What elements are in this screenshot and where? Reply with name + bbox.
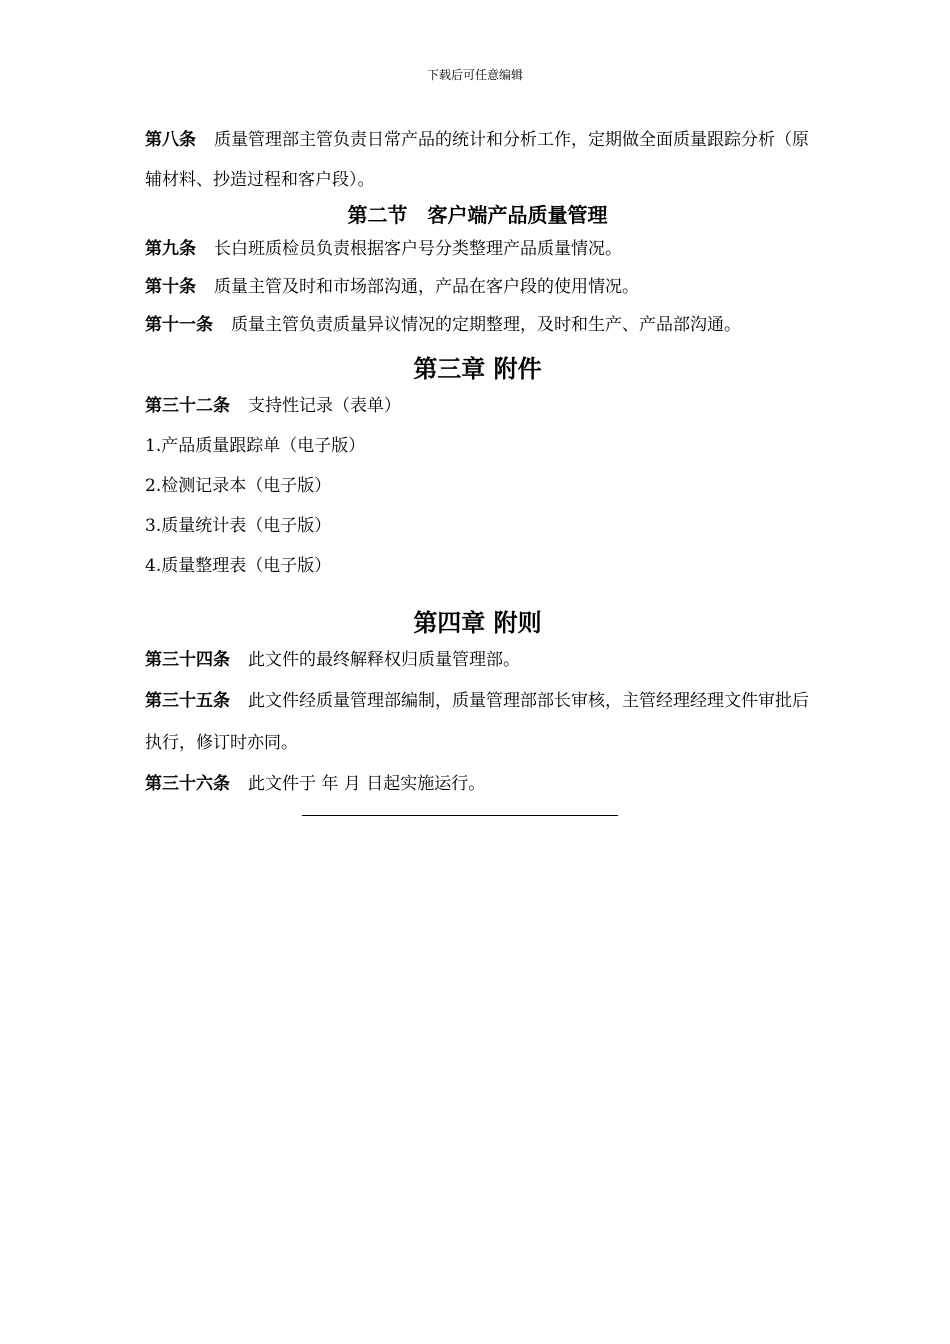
article-34-text: 此文件的最终解释权归质量管理部。 [248, 650, 520, 670]
article-34 [145, 640, 810, 680]
article-36 [145, 764, 810, 804]
article-9 [145, 230, 810, 268]
list-item: 4.质量整理表（电子版） [145, 556, 332, 576]
article-8-label: 第八条 [145, 130, 196, 150]
article-34-label: 第三十四条 [145, 650, 230, 670]
article-35-label: 第三十五条 [145, 691, 230, 711]
list-item: 2.检测记录本（电子版） [145, 476, 332, 496]
article-11 [145, 306, 810, 344]
article-8 [145, 120, 810, 200]
article-32-text: 支持性记录（表单） [248, 396, 401, 416]
article-36-text: 此文件于 年 月 日起实施运行。 [248, 774, 486, 794]
article-11-text: 质量主管负责质量异议情况的定期整理，及时和生产、产品部沟通。 [231, 315, 741, 335]
article-9-text: 长白班质检员负责根据客户号分类整理产品质量情况。 [214, 239, 622, 259]
article-11-label: 第十一条 [145, 315, 213, 335]
article-10-label: 第十条 [145, 277, 196, 297]
article-8-text: 质量管理部主管负责日常产品的统计和分析工作，定期做全面质量跟踪分析（原辅材料、抄造过程和客户段）。 [145, 130, 809, 190]
list-item: 1.产品质量跟踪单（电子版） [145, 436, 366, 456]
article-10 [145, 268, 810, 306]
article-32 [145, 386, 810, 426]
document-body [145, 120, 810, 804]
section-2-title: 第二节 客户端产品质量管理 [347, 203, 608, 227]
article-36-label: 第三十六条 [145, 774, 230, 794]
article-10-text: 质量主管及时和市场部沟通，产品在客户段的使用情况。 [214, 277, 639, 297]
article-9-label: 第九条 [145, 239, 196, 259]
article-35 [145, 680, 810, 764]
chapter-3-title: 第三章 附件 [413, 354, 542, 383]
list-item: 3.质量统计表（电子版） [145, 516, 332, 536]
chapter-4-title: 第四章 附则 [413, 608, 542, 637]
page-header: 下载后可任意编辑 [426, 68, 523, 82]
closing-rule [302, 815, 618, 816]
article-35-text: 此文件经质量管理部编制，质量管理部部长审核，主管经理经理文件审批后执行，修订时亦同。 [145, 691, 809, 753]
article-32-label: 第三十二条 [145, 396, 230, 416]
